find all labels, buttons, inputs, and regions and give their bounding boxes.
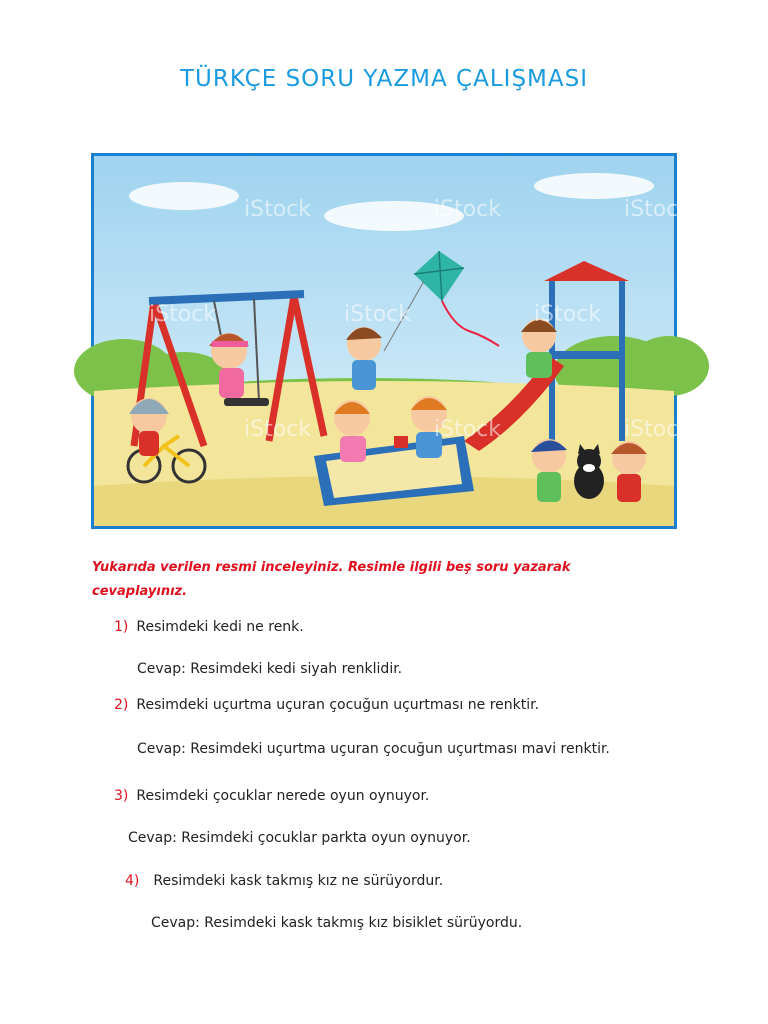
watermark-text: iStock xyxy=(344,302,411,327)
page-title: TÜRKÇE SORU YAZMA ÇALIŞMASI xyxy=(179,66,589,92)
question-number: 3) xyxy=(114,788,129,804)
answer-3: Cevap: Resimdeki çocuklar parkta oyun oynuyor. xyxy=(128,830,471,846)
answer-1: Cevap: Resimdeki kedi siyah renklidir. xyxy=(137,661,403,677)
playground-scene xyxy=(94,156,691,526)
question-text: Resimdeki çocuklar nerede oyun oynuyor. xyxy=(136,788,430,804)
question-4 xyxy=(125,873,443,889)
watermark-text: iStock xyxy=(244,197,311,222)
instruction-text: Yukarıda verilen resmi inceleyiniz. Resimle ilgili beş soru yazarak cevaplayınız. xyxy=(92,560,571,599)
answer-4: Cevap: Resimdeki kask takmış kız bisiklet sürüyordu. xyxy=(151,915,523,931)
watermark-text: iStock xyxy=(624,197,691,222)
playground-illustration xyxy=(91,153,691,529)
question-text: Resimdeki kask takmış kız ne sürüyordur. xyxy=(153,873,444,889)
watermark-text: iStock xyxy=(434,417,501,442)
question-number: 2) xyxy=(114,697,129,713)
question-number: 1) xyxy=(114,619,129,635)
watermark-text: iStock xyxy=(244,417,311,442)
watermark-text: iStock xyxy=(624,417,691,442)
answer-2: Cevap: Resimdeki uçurtma uçuran çocuğun uçurtması mavi renktir. xyxy=(137,741,610,757)
question-number: 4) xyxy=(125,873,140,889)
question-2 xyxy=(114,697,539,713)
watermark-text: iStock xyxy=(534,302,601,327)
watermark-text: iStock xyxy=(149,302,216,327)
question-text: Resimdeki uçurtma uçuran çocuğun uçurtması ne renktir. xyxy=(136,697,540,713)
question-text: Resimdeki kedi ne renk. xyxy=(136,619,304,635)
watermark-text: iStock xyxy=(434,197,501,222)
question-3 xyxy=(114,788,429,804)
question-1 xyxy=(114,619,304,635)
